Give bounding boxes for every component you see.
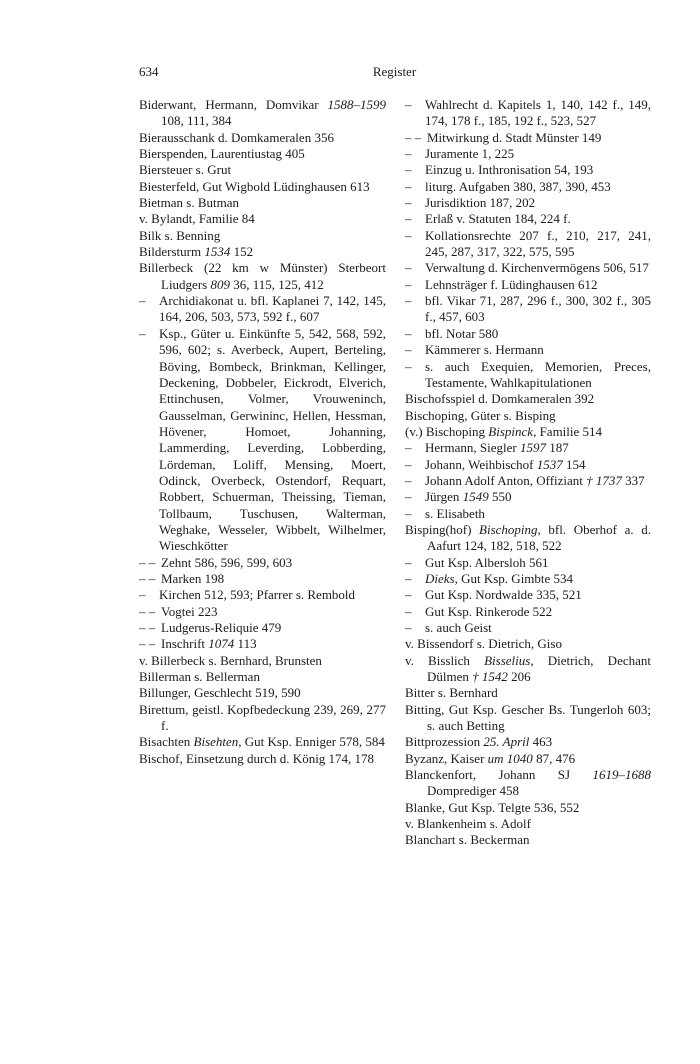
subentry-dash: – bbox=[405, 293, 412, 309]
entry-text: Mitwirkung d. Stadt Münster 149 bbox=[427, 129, 602, 145]
subentry-dash: – bbox=[405, 342, 412, 358]
subentry-dash: – bbox=[405, 456, 412, 472]
entry-text: Juramente 1, 225 bbox=[425, 146, 515, 162]
subentry-dash: – bbox=[405, 227, 412, 243]
index-entry bbox=[139, 669, 386, 685]
subentry-dash: – bbox=[139, 325, 146, 341]
index-entry bbox=[405, 146, 651, 162]
index-entry bbox=[405, 293, 651, 326]
entry-text: Bierspenden, Laurentiustag 405 bbox=[139, 146, 305, 162]
index-entry bbox=[139, 130, 386, 146]
index-entry bbox=[405, 702, 651, 735]
entry-text: Marken 198 bbox=[161, 570, 225, 586]
subentry-dash: – bbox=[405, 211, 412, 227]
entry-text: Biderwant, Hermann, Domvikar bbox=[139, 97, 328, 112]
entry-text: , Familie 514 bbox=[533, 423, 603, 439]
index-entry bbox=[139, 734, 386, 750]
entry-text: bfl. Notar 580 bbox=[425, 325, 499, 341]
subentry-dash: – bbox=[405, 146, 412, 162]
index-entry bbox=[405, 734, 651, 750]
entry-text: Blanke, Gut Ksp. Telgte 536, 552 bbox=[405, 799, 580, 815]
index-entry bbox=[405, 277, 651, 293]
index-entry bbox=[405, 832, 651, 848]
entry-text: Archidiakonat u. bfl. Kaplanei 7, 142, 145, 164, 206, 503, 573, 592 f., 607 bbox=[159, 293, 386, 325]
index-entry bbox=[405, 440, 651, 456]
entry-text: Verwaltung d. Kirchenvermögens 506, 517 bbox=[425, 260, 649, 276]
index-entry bbox=[139, 620, 386, 636]
index-entry bbox=[139, 162, 386, 178]
entry-text: Erlaß v. Statuten 184, 224 f. bbox=[425, 211, 571, 227]
index-column-right bbox=[405, 97, 651, 849]
index-entry bbox=[139, 179, 386, 195]
subentry-dash: – bbox=[405, 162, 412, 178]
index-entry bbox=[139, 555, 386, 571]
entry-text: (v.) Bischoping bbox=[405, 423, 489, 439]
entry-text: 154 bbox=[562, 456, 586, 472]
entry-text: 187 bbox=[545, 440, 569, 456]
index-entry bbox=[405, 424, 651, 440]
index-entry bbox=[405, 162, 651, 178]
entry-text: Bischof, Einsetzung durch d. König 174, 178 bbox=[139, 750, 375, 766]
entry-text: Byzanz, Kaiser bbox=[405, 750, 488, 766]
entry-text: Jurisdiktion 187, 202 bbox=[425, 195, 536, 211]
subentry-dash: – bbox=[139, 587, 146, 603]
entry-text: Blanckenfort, Johann SJ bbox=[405, 767, 593, 783]
entry-text: Lehnsträger f. Lüdinghausen 612 bbox=[425, 276, 598, 292]
entry-text: 463 bbox=[529, 734, 553, 750]
index-entry bbox=[405, 342, 651, 358]
entry-text: 550 bbox=[488, 489, 512, 505]
subentry-dash: – bbox=[405, 570, 412, 586]
index-entry bbox=[405, 228, 651, 261]
index-entry bbox=[139, 244, 386, 260]
entry-text: Bierausschank d. Domkameralen 356 bbox=[139, 129, 334, 145]
index-entry bbox=[405, 522, 651, 555]
entry-text: v. Bissendorf s. Dietrich, Giso bbox=[405, 636, 562, 652]
entry-text: v. Bylandt, Familie 84 bbox=[139, 211, 255, 227]
entry-text: Domprediger 458 bbox=[427, 783, 520, 799]
index-entry bbox=[405, 816, 651, 832]
entry-text: Billerman s. Bellerman bbox=[139, 669, 260, 685]
entry-text: Bildersturm bbox=[139, 244, 205, 260]
index-entry bbox=[139, 293, 386, 326]
entry-text: v. Bisslich bbox=[405, 652, 485, 668]
entry-text: Kämmerer s. Hermann bbox=[425, 342, 544, 358]
entry-text: v. Billerbeck s. Bernhard, Brunsten bbox=[139, 652, 322, 668]
index-entry bbox=[405, 260, 651, 276]
index-entry bbox=[405, 751, 651, 767]
entry-text: v. Blankenheim s. Adolf bbox=[405, 816, 531, 832]
index-entry bbox=[139, 260, 386, 293]
index-entry bbox=[139, 751, 386, 767]
entry-text: Blanchart s. Beckerman bbox=[405, 832, 530, 848]
index-entry bbox=[405, 653, 651, 686]
entry-text: Birettum, geistl. Kopfbedeckung 239, 269, 277 f. bbox=[139, 701, 386, 734]
entry-text: liturg. Aufgaben 380, 387, 390, 453 bbox=[425, 178, 611, 194]
index-entry bbox=[139, 653, 386, 669]
index-entry bbox=[139, 685, 386, 701]
index-entry bbox=[405, 685, 651, 701]
subentry-dash: – – bbox=[405, 129, 422, 145]
entry-text: , Dietrich, Dechant Dülmen bbox=[427, 652, 651, 685]
subentry-dash: – bbox=[405, 178, 412, 194]
entry-text: Billunger, Geschlecht 519, 590 bbox=[139, 685, 301, 701]
subentry-dash: – bbox=[405, 603, 412, 619]
entry-text: Biesterfeld, Gut Wigbold Lüdinghausen 613 bbox=[139, 178, 370, 194]
subentry-dash: – bbox=[405, 195, 412, 211]
entry-text-italic: 25. April bbox=[483, 734, 530, 750]
entry-text-italic: Bischoping bbox=[479, 521, 538, 537]
entry-text: Bietman s. Butman bbox=[139, 195, 240, 211]
entry-text: Bilk s. Benning bbox=[139, 227, 221, 243]
index-entry bbox=[405, 555, 651, 571]
index-entry bbox=[139, 604, 386, 620]
entry-text: Bitter s. Bernhard bbox=[405, 685, 498, 701]
index-entry bbox=[139, 97, 386, 130]
entry-text-italic: 1597 bbox=[519, 440, 546, 456]
subentry-dash: – bbox=[405, 554, 412, 570]
entry-text-italic: Bispinck bbox=[488, 423, 534, 439]
entry-text: 113 bbox=[234, 636, 257, 652]
subentry-dash: – bbox=[405, 358, 412, 374]
index-entry bbox=[139, 195, 386, 211]
index-entry bbox=[405, 636, 651, 652]
entry-text: s. auch Exequien, Memorien, Preces, Testamente, Wahlkapitulationen bbox=[425, 358, 651, 390]
subentry-dash: – bbox=[405, 489, 412, 505]
entry-text: Wahlrecht d. Kapitels 1, 140, 142 f., 149, 174, 178 f., 185, 192 f., 523, 527 bbox=[425, 97, 651, 129]
entry-text: 36, 115, 125, 412 bbox=[229, 276, 324, 292]
entry-text: Hermann, Siegler bbox=[425, 440, 520, 456]
entry-text: bfl. Vikar 71, 287, 296 f., 300, 302 f., 305 f., 457, 603 bbox=[425, 293, 651, 325]
entry-text: 337 bbox=[621, 472, 645, 488]
entry-text: Einzug u. Inthronisation 54, 193 bbox=[425, 162, 594, 178]
entry-text-italic: Bisehten bbox=[193, 734, 239, 750]
entry-text: 206 bbox=[507, 669, 531, 685]
entry-text-italic: 1549 bbox=[462, 489, 489, 505]
entry-text: , Gut Ksp. Gimbte 534 bbox=[454, 570, 574, 586]
index-entry bbox=[405, 506, 651, 522]
index-entry bbox=[139, 211, 386, 227]
subentry-dash: – bbox=[405, 620, 412, 635]
page-header bbox=[139, 62, 650, 82]
subentry-dash: – bbox=[405, 472, 412, 488]
entry-text: Jürgen bbox=[425, 489, 463, 505]
entry-text: Gut Ksp. Nordwalde 335, 521 bbox=[425, 587, 582, 603]
entry-text-italic: † 1737 bbox=[586, 472, 622, 488]
entry-text: Zehnt 586, 596, 599, 603 bbox=[161, 554, 293, 570]
entry-text: s. Elisabeth bbox=[425, 505, 485, 521]
index-entry bbox=[405, 179, 651, 195]
entry-text-italic: Dieks bbox=[425, 570, 455, 586]
subentry-dash: – bbox=[405, 587, 412, 603]
entry-text: Bischoping, Güter s. Bisping bbox=[405, 407, 556, 423]
index-entry bbox=[405, 391, 651, 407]
entry-text: Billerbeck (22 km w Münster) Sterbeort Liudgers bbox=[139, 260, 386, 292]
entry-text: Bischofsspiel d. Domkameralen 392 bbox=[405, 391, 595, 407]
subentry-dash: – bbox=[405, 97, 412, 112]
index-entry bbox=[405, 587, 651, 603]
entry-text: 108, 111, 384 bbox=[161, 113, 232, 129]
subentry-dash: – bbox=[405, 440, 412, 456]
entry-text: Ludgerus-Reliquie 479 bbox=[161, 620, 282, 635]
entry-text: s. auch Geist bbox=[425, 620, 492, 635]
index-entry bbox=[405, 767, 651, 800]
subentry-dash: – – bbox=[139, 603, 156, 619]
entry-text: Bisachten bbox=[139, 734, 194, 750]
subentry-dash: – bbox=[405, 260, 412, 276]
subentry-dash: – – bbox=[139, 636, 156, 652]
index-entry bbox=[405, 473, 651, 489]
subentry-dash: – – bbox=[139, 620, 156, 635]
index-entry bbox=[405, 130, 651, 146]
entry-text: Gut Ksp. Albersloh 561 bbox=[425, 554, 549, 570]
index-column-left bbox=[139, 97, 386, 767]
entry-text: 152 bbox=[230, 244, 254, 260]
entry-text: Kirchen 512, 593; Pfarrer s. Rembold bbox=[159, 587, 356, 603]
entry-text: Johann Adolf Anton, Offiziant bbox=[425, 472, 587, 488]
index-entry bbox=[405, 195, 651, 211]
index-entry bbox=[405, 326, 651, 342]
page-number: 634 bbox=[139, 64, 159, 79]
index-entry bbox=[139, 587, 386, 603]
entry-text: Bisping(hof) bbox=[405, 521, 480, 537]
entry-text: Ksp., Güter u. Einkünfte 5, 542, 568, 592, 596, 602; s. Averbeck, Aupert, Berteling, Böving, Bombeck, Brinkman, Kellinger, Deckening, Dobbeler, Eickrodt, Elverich, Ettinchusen, Volmer, Vrouweninch, Gausselman, Gerwininc, Hellen, Hessman, Hövener, Homoet, Johanning, Lammerding, Leverding, Lobberding, Lördeman, Loliff, Mensing, Moert, Odinck, Overbeck, Ostendorf, Requart, Robbert, Schuerman, Theissing, Tieman, Tollbaum, Tuschusen, Walterman, Weghake, Wesseler, Wibbelt, Wilhelmer, Wieschkötter bbox=[159, 325, 386, 554]
index-entry bbox=[405, 489, 651, 505]
entry-text-italic: um 1040 bbox=[487, 750, 533, 766]
index-entry bbox=[405, 800, 651, 816]
index-entry bbox=[405, 408, 651, 424]
index-entry bbox=[139, 326, 386, 555]
subentry-dash: – bbox=[405, 325, 412, 341]
subentry-dash: – bbox=[405, 276, 412, 292]
entry-text: , Gut Ksp. Enniger 578, 584 bbox=[238, 734, 385, 750]
entry-text-italic: 1534 bbox=[204, 244, 231, 260]
index-entry bbox=[139, 702, 386, 735]
entry-text: , bfl. Oberhof a. d. Aafurt 124, 182, 518, 522 bbox=[427, 521, 651, 554]
entry-text: Bittprozession bbox=[405, 734, 484, 750]
index-entry bbox=[405, 97, 651, 130]
index-entry bbox=[405, 620, 651, 636]
index-entry bbox=[405, 211, 651, 227]
entry-text: 87, 476 bbox=[532, 750, 576, 766]
entry-text: Inschrift bbox=[161, 636, 209, 652]
subentry-dash: – bbox=[405, 505, 412, 521]
index-entry bbox=[139, 146, 386, 162]
entry-text: Vogtei 223 bbox=[161, 603, 218, 619]
entry-text-italic: 809 bbox=[210, 276, 230, 292]
index-entry bbox=[139, 228, 386, 244]
subentry-dash: – bbox=[139, 293, 146, 309]
index-entry bbox=[405, 359, 651, 392]
subentry-dash: – – bbox=[139, 570, 156, 586]
entry-text: Bitting, Gut Ksp. Gescher Bs. Tungerloh 603; s. auch Betting bbox=[405, 701, 651, 734]
running-head: Register bbox=[372, 64, 417, 79]
index-entry bbox=[139, 636, 386, 652]
entry-text: Johann, Weihbischof bbox=[425, 456, 537, 472]
index-entry bbox=[405, 571, 651, 587]
entry-text-italic: Bisselius bbox=[484, 652, 531, 668]
index-entry bbox=[405, 604, 651, 620]
entry-text-italic: 1074 bbox=[208, 636, 235, 652]
index-entry bbox=[139, 571, 386, 587]
entry-text-italic: † 1542 bbox=[472, 669, 508, 685]
entry-text: Kollationsrechte 207 f., 210, 217, 241, 245, 287, 317, 322, 575, 595 bbox=[425, 227, 651, 260]
entry-text-italic: 1588–1599 bbox=[327, 97, 386, 112]
entry-text: Biersteuer s. Grut bbox=[139, 162, 232, 178]
entry-text-italic: 1619–1688 bbox=[592, 767, 651, 783]
entry-text: Gut Ksp. Rinkerode 522 bbox=[425, 603, 553, 619]
subentry-dash: – – bbox=[139, 554, 156, 570]
index-entry bbox=[405, 457, 651, 473]
entry-text-italic: 1537 bbox=[536, 456, 563, 472]
